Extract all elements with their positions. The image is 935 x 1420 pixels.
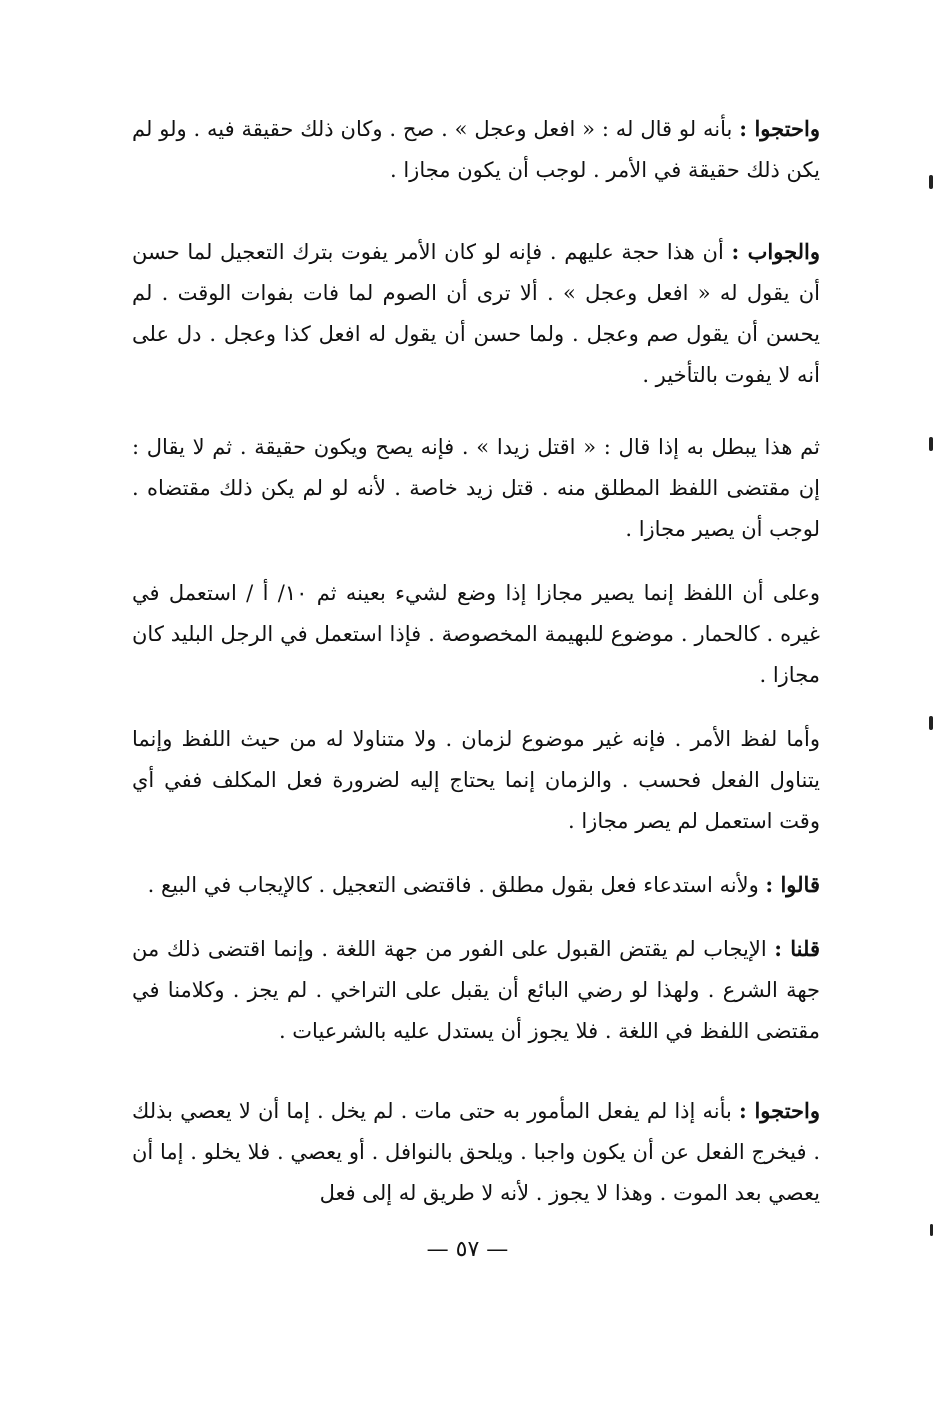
paragraph-text: بأنه لو قال له : « افعل وعجل » . صح . وكان ذلك حقيقة فيه . ولو لم يكن ذلك حقيقة في الأمر . لوجب أن يكون مجازا .	[132, 117, 820, 182]
paragraph-text: ثم هذا يبطل به إذا قال : « اقتل زيدا » . فإنه يصح ويكون حقيقة . ثم لا يقال : إن مقتضى اللفظ المطلق منه . قتل زيد خاصة . لأنه لو لم يكن ذلك مقتضاه . لوجب أن يصير مجازا .	[132, 435, 820, 541]
paragraph	[132, 1090, 820, 1214]
paragraph-text: وأما لفظ الأمر . فإنه غير موضوع لزمان . ولا متناولا له من حيث اللفظ وإنما يتناول الفعل فحسب . والزمان إنما يحتاج إليه لضرورة فعل المكلف ففي أي وقت استعمل لم يصر مجازا .	[132, 727, 821, 833]
paragraph-lead: قالوا :	[765, 872, 820, 897]
margin-mark	[929, 175, 933, 189]
paragraph	[132, 572, 820, 696]
paragraph-text: أن هذا حجة عليهم . فإنه لو كان الأمر يفوت بترك التعجيل لما حسن أن يقول له « افعل وعجل » . ألا ترى أن الصوم لما فات بفوات الوقت . لم يحسن أن يقول صم وعجل . ولما حسن أن يقول له افعل كذا وعجل . دل على أنه لا يفوت بالتأخير .	[132, 240, 820, 387]
margin-mark	[929, 716, 933, 730]
paragraph	[132, 928, 820, 1052]
paragraph-lead: والجواب :	[731, 239, 821, 264]
paragraph	[132, 864, 820, 906]
paragraph-text: الإيجاب لم يقتض القبول على الفور من جهة اللغة . وإنما اقتضى ذلك من جهة الشرع . ولهذا لو رضي البائع أن يقبل على التراخي . لم يجز . وكلامنا في مقتضى اللفظ في اللغة . فلا يجوز أن يستدل عليه بالشرعيات .	[132, 937, 820, 1043]
paragraph	[132, 231, 820, 396]
page-number: — ٥٧ —	[426, 1237, 509, 1262]
paragraph	[132, 718, 820, 842]
paragraph	[132, 426, 820, 550]
paragraph-lead: واحتجوا :	[739, 116, 820, 141]
paragraph-text: ولأنه استدعاء فعل بقول مطلق . فاقتضى التعجيل . كالإيجاب في البيع .	[147, 873, 766, 897]
main-text	[132, 100, 820, 1214]
paragraph-text: وعلى أن اللفظ إنما يصير مجازا إذا وضع لشيء بعينه ثم ١٠/ أ / استعمل في غيره . كالحمار . موضوع للبهيمة المخصوصة . فإذا استعمل في الرجل البليد كان مجازا .	[132, 581, 821, 687]
paragraph	[132, 108, 820, 191]
margin-mark	[930, 1224, 933, 1236]
margin-mark	[929, 437, 933, 451]
paragraph-text: بأنه إذا لم يفعل المأمور به حتى مات . لم يخل . إما أن لا يعصي بذلك . فيخرج الفعل عن أن يكون واجبا . ويلحق بالنوافل . أو يعصي . فلا يخلو . إما أن يعصي بعد الموت . وهذا لا يجوز . لأنه لا طريق له إلى فعل	[132, 1099, 820, 1205]
paragraph-lead: واحتجوا :	[738, 1098, 820, 1123]
paragraph-lead: قلنا :	[774, 936, 820, 961]
